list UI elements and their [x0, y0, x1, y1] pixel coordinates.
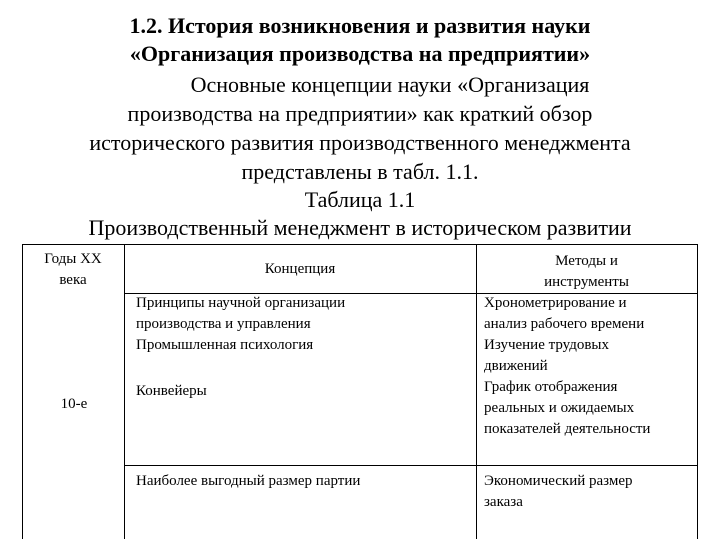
table-row-divider — [124, 465, 697, 466]
methods-text: заказа — [484, 494, 523, 510]
table-border-right — [697, 245, 698, 539]
intro-line-1: Основные концепции науки «Организация — [190, 72, 590, 97]
concept-cell: Конвейеры — [136, 383, 207, 399]
header-years — [22, 249, 124, 291]
concept-text: Промышленная психология — [136, 337, 314, 353]
intro-line-4: представлены в табл. 1.1. — [241, 159, 479, 184]
methods-text: Экономический размер — [484, 473, 633, 489]
period-cell: 10-е — [60, 396, 88, 412]
intro-line-2: производства на предприятии» как краткий обзор — [127, 101, 593, 126]
concept-cell — [136, 293, 472, 356]
methods-cell — [484, 471, 696, 513]
concept-cell: Наиболее выгодный размер партии — [136, 473, 361, 489]
header-methods-line-1: Методы и — [555, 253, 618, 269]
table-label: Таблица 1.1 — [304, 187, 416, 212]
methods-text: Хронометрирование и — [484, 295, 627, 311]
concept-text: Принципы научной организации — [136, 295, 346, 311]
header-years-line-2: века — [59, 272, 87, 288]
methods-text: показателей деятельности — [484, 421, 651, 437]
header-concept: Концепция — [264, 261, 336, 277]
section-title-line-1: 1.2. История возникновения и развития науки — [129, 13, 591, 38]
section-title-line-2: «Организация производства на предприятии» — [129, 41, 591, 66]
header-methods-line-2: инструменты — [544, 274, 629, 290]
methods-text: реальных и ожидаемых — [484, 400, 635, 416]
methods-text: движений — [484, 358, 548, 374]
table-caption: Производственный менеджмент в историческом развитии — [88, 215, 632, 240]
methods-text: График отображения — [484, 379, 618, 395]
methods-text: Изучение трудовых — [484, 337, 609, 353]
header-years-line-1: Годы XX — [44, 251, 102, 267]
methods-cell — [484, 293, 696, 440]
table-border-col-1 — [124, 245, 125, 539]
header-methods — [476, 251, 697, 293]
methods-text: анализ рабочего времени — [484, 316, 645, 332]
intro-line-3: исторического развития производственного менеджмента — [89, 130, 631, 155]
concept-text: производства и управления — [136, 316, 311, 332]
history-table — [22, 244, 698, 539]
